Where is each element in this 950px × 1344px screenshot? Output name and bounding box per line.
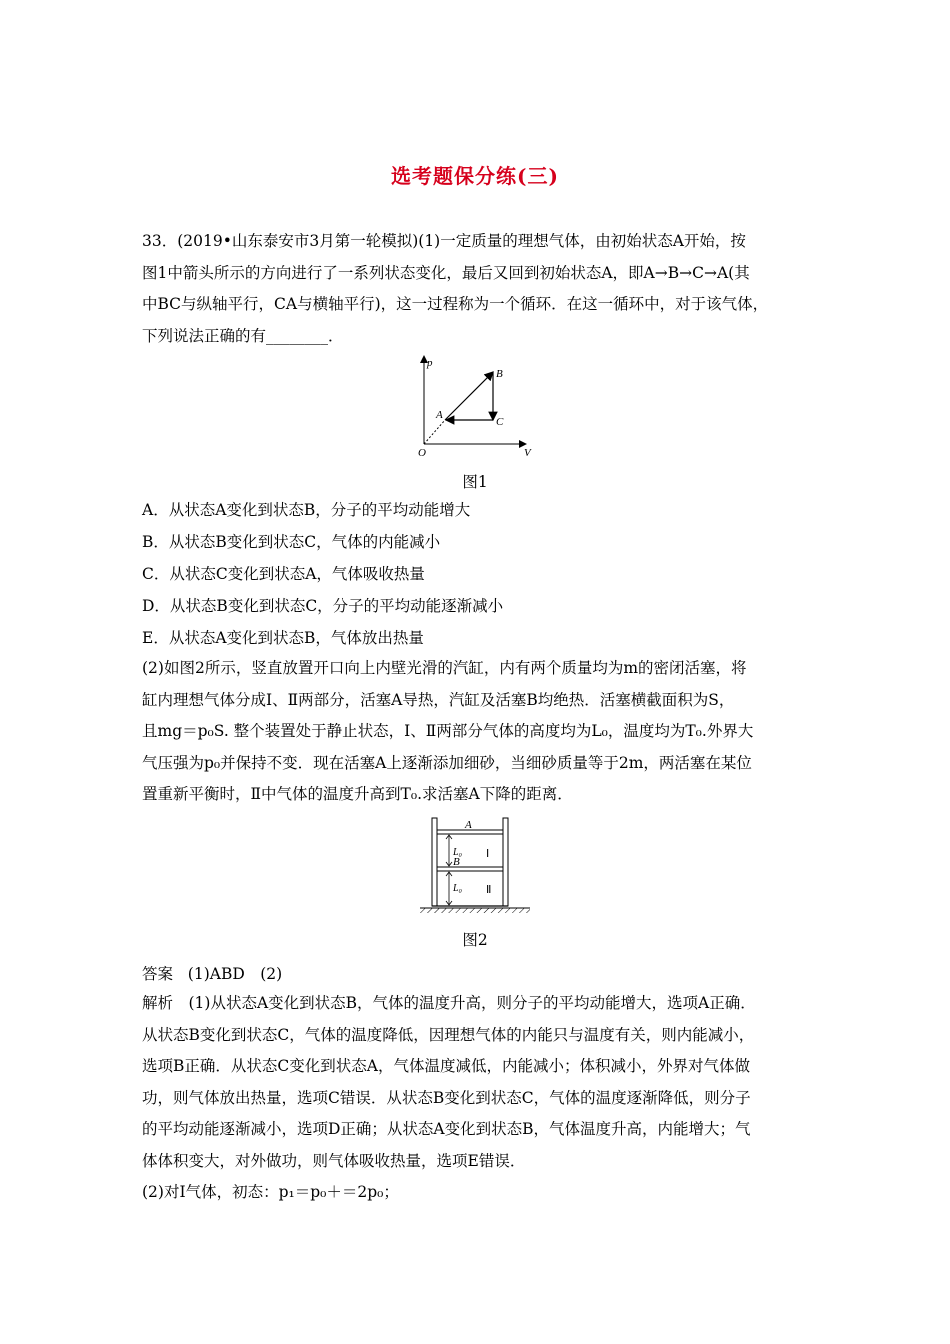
label-region-1: Ⅰ — [486, 848, 490, 860]
question-line: 且mg＝p₀S. 整个装置处于静止状态，Ⅰ、Ⅱ两部分气体的高度均为L₀，温度均为T₀.外界大 — [142, 722, 754, 740]
ground-hatch — [420, 908, 530, 913]
figure-2-cylinder — [418, 816, 532, 916]
question-line: 中BC与纵轴平行，CA与横轴平行)，这一过程称为一个循环．在这一循环中，对于该气体， — [142, 295, 769, 313]
question-line: 气压强为p₀并保持不变．现在活塞A上逐渐添加细砂，当细砂质量等于2m，两活塞在某位 — [142, 753, 752, 772]
question-line: (2)如图2所示，竖直放置开口向上内壁光滑的汽缸，内有两个质量均为m的密闭活塞，将 — [142, 659, 747, 677]
label-region-2: Ⅱ — [486, 884, 492, 896]
label-c: C — [496, 416, 504, 428]
analysis-line: 从状态B变化到状态C，气体的温度降低，因理想气体的内能只与温度有关，则内能减小， — [142, 1025, 755, 1044]
analysis — [142, 988, 822, 1209]
option-e: E．从状态A变化到状态B，气体放出热量 — [142, 629, 424, 647]
answer-line — [142, 962, 282, 984]
question-33 — [142, 226, 822, 352]
label-piston-b: B — [453, 856, 460, 868]
question-line: 置重新平衡时，Ⅱ中气体的温度升高到T₀.求活塞A下降的距离． — [142, 785, 573, 803]
cylinder-right-wall — [503, 818, 508, 906]
analysis-line: 解析 (1)从状态A变化到状态B，气体的温度升高，则分子的平均动能增大，选项A正确． — [142, 994, 756, 1012]
question-line: 缸内理想气体分成Ⅰ、Ⅱ两部分，活塞A导热，汽缸及活塞B均绝热．活塞横截面积为S， — [142, 690, 735, 709]
label-piston-a: A — [465, 819, 472, 831]
question-line: 下列说法正确的有________． — [142, 326, 344, 345]
question-part-2 — [142, 653, 822, 811]
analysis-line: 的平均动能逐渐减小，选项D正确；从状态A变化到状态B，气体温度升高，内能增大；气 — [142, 1120, 751, 1138]
figure-1-pv-diagram — [410, 352, 540, 462]
label-a: A — [436, 409, 443, 421]
option-b: B．从状态B变化到状态C，气体的内能减小 — [142, 533, 441, 551]
label-l0-bottom: L₀ — [453, 883, 463, 894]
cylinder-left-wall — [432, 818, 437, 906]
analysis-line: 体体积变大，对外做功，则气体吸收热量，选项E错误． — [142, 1151, 526, 1170]
dashed-origin-line — [424, 420, 445, 444]
label-v: V — [524, 447, 531, 459]
label-o: O — [418, 447, 426, 459]
analysis-line: 选项B正确．从状态C变化到状态A，气体温度减低，内能减小；体积减小，外界对气体做 — [142, 1057, 750, 1075]
path-a-b — [445, 372, 493, 420]
analysis-line: (2)对Ⅰ气体，初态：p₁＝p₀＋＝2p₀； — [142, 1183, 399, 1201]
answer-label: 答案 — [142, 965, 174, 983]
label-b: B — [496, 368, 503, 380]
option-a: A．从状态A变化到状态B，分子的平均动能增大 — [142, 501, 471, 519]
label-l0-top: L₀ — [453, 847, 463, 858]
label-p: p — [427, 357, 433, 369]
question-line: 33．(2019•山东泰安市3月第一轮模拟)(1)一定质量的理想气体，由初始状态A开始，按 — [142, 232, 746, 250]
figure-1-caption: 图1 — [462, 473, 488, 491]
piston-b — [437, 867, 503, 871]
option-c: C．从状态C变化到状态A，气体吸收热量 — [142, 565, 425, 583]
page-title: 选考题保分练(三) — [391, 164, 559, 188]
answer-text: (1)ABD (2) — [187, 965, 283, 983]
figure-2-caption: 图2 — [462, 931, 488, 949]
option-d: D．从状态B变化到状态C，分子的平均动能逐渐减小 — [142, 597, 504, 615]
question-line: 图1中箭头所示的方向进行了一系列状态变化，最后又回到初始状态A，即A→B→C→A(其 — [142, 263, 750, 282]
analysis-line: 功，则气体放出热量，选项C错误．从状态B变化到状态C，气体的温度逐渐降低，则分子 — [142, 1088, 751, 1107]
